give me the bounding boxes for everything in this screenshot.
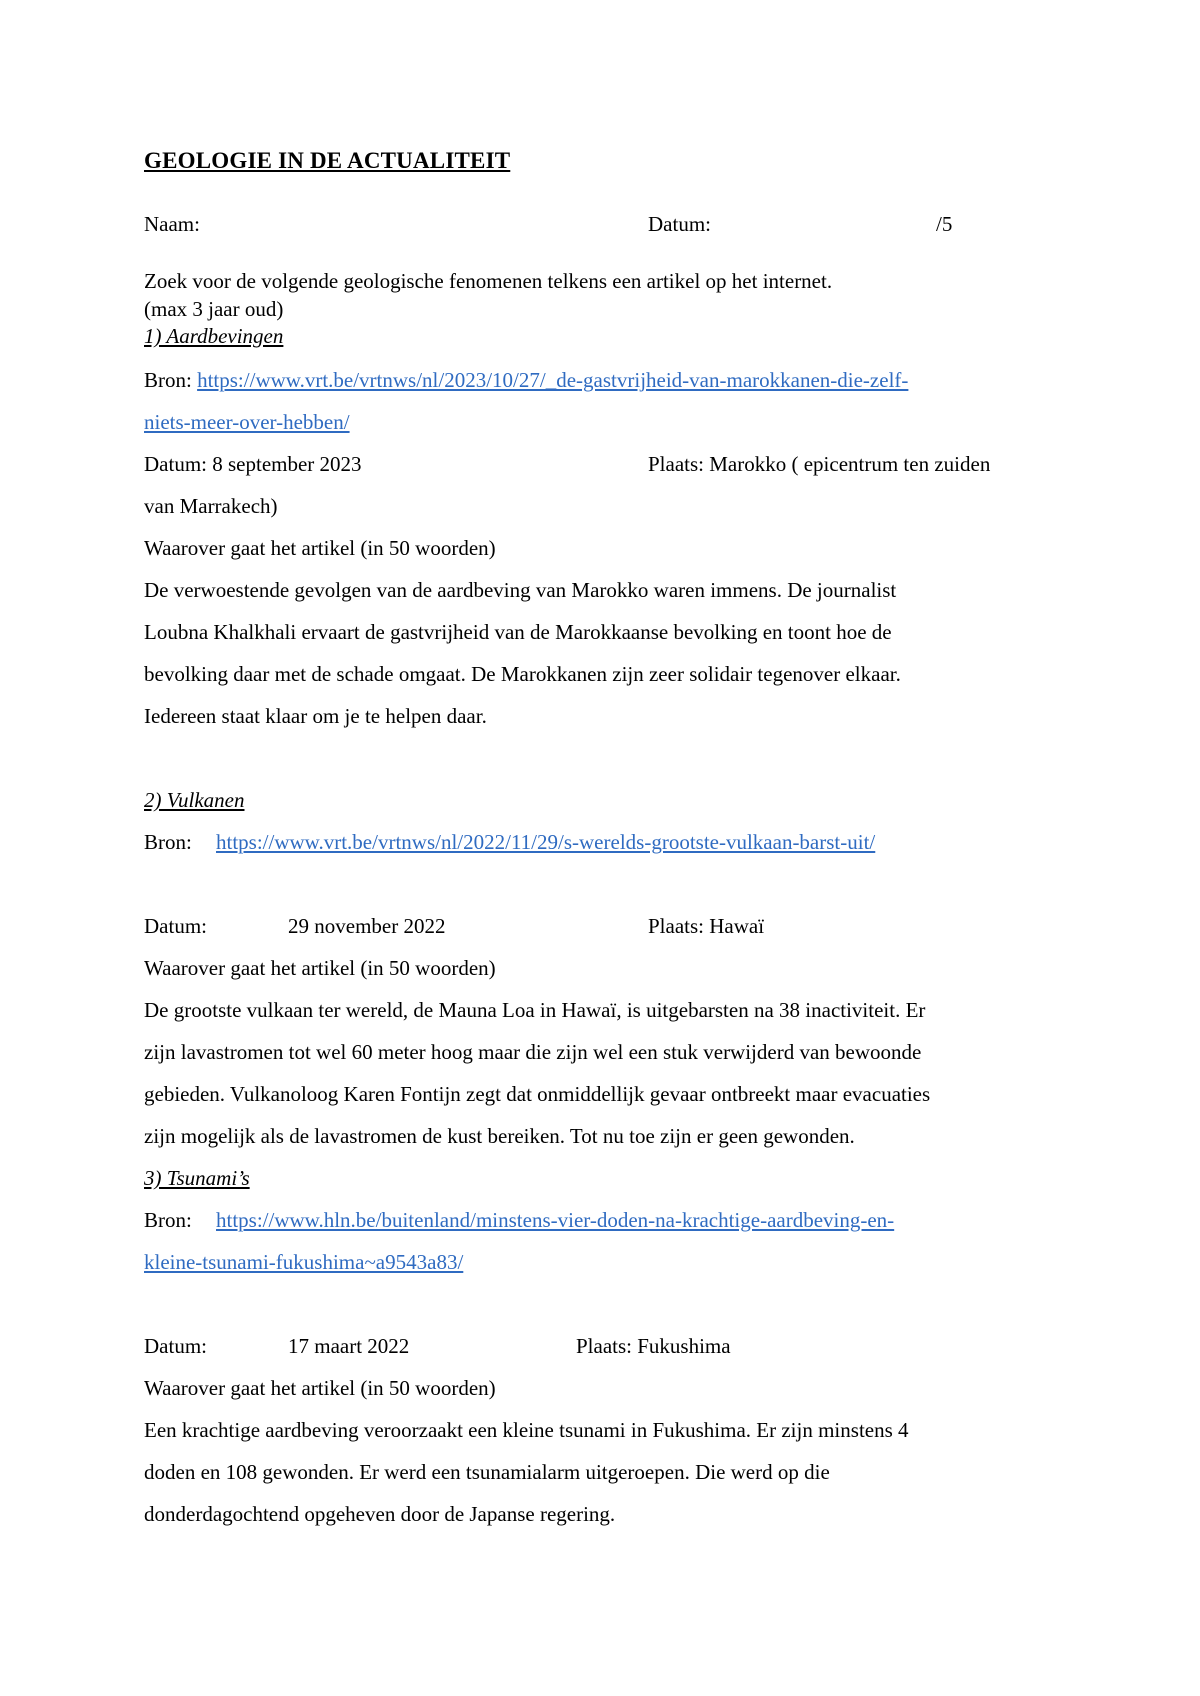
bron-label: Bron:	[144, 368, 192, 392]
source-link-continued[interactable]: kleine-tsunami-fukushima~a9543a83/	[144, 1250, 464, 1274]
section-heading-aardbevingen: 1) Aardbevingen	[144, 324, 284, 348]
score-label: /5	[936, 212, 953, 236]
plaats-line: Plaats: Fukushima	[576, 1334, 731, 1358]
source-link[interactable]: https://www.vrt.be/vrtnws/nl/2022/11/29/s-werelds-grootste-vulkaan-barst-uit/	[216, 830, 876, 854]
summary-label: Waarover gaat het artikel (in 50 woorden)	[144, 1376, 496, 1400]
bron-row	[144, 367, 908, 393]
datum-value: 17 maart 2022	[288, 1334, 410, 1358]
plaats-line: Plaats: Marokko ( epicentrum ten zuiden	[648, 452, 991, 476]
bron-label: Bron:	[144, 1208, 192, 1232]
plaats-line: Plaats: Hawaï	[648, 914, 765, 938]
body-line: Iedereen staat klaar om je te helpen daar.	[144, 704, 487, 728]
link-row	[216, 1207, 894, 1233]
body-line: De grootste vulkaan ter wereld, de Mauna Loa in Hawaï, is uitgebarsten na 38 inactiviteit. Er	[144, 998, 926, 1022]
summary-label: Waarover gaat het artikel (in 50 woorden)	[144, 536, 496, 560]
link-continuation	[144, 409, 350, 435]
body-line: bevolking daar met de schade omgaat. De Marokkanen zijn zeer solidair tegenover elkaar.	[144, 662, 901, 686]
datum-value: 29 november 2022	[288, 914, 446, 938]
section-heading-tsunamis: 3) Tsunami’s	[144, 1166, 250, 1190]
source-link-continued[interactable]: niets-meer-over-hebben/	[144, 410, 350, 434]
body-line: Loubna Khalkhali ervaart de gastvrijheid van de Marokkaanse bevolking en toont hoe de	[144, 620, 892, 644]
document-title: GEOLOGIE IN DE ACTUALITEIT	[144, 148, 511, 173]
body-line: donderdagochtend opgeheven door de Japanse regering.	[144, 1502, 616, 1526]
section-heading-vulkanen: 2) Vulkanen	[144, 788, 245, 812]
body-line: gebieden. Vulkanoloog Karen Fontijn zegt dat onmiddellijk gevaar ontbreekt maar evacuaties	[144, 1082, 931, 1106]
source-link[interactable]: https://www.hln.be/buitenland/minstens-vier-doden-na-krachtige-aardbeving-en-	[216, 1208, 895, 1232]
datum-label: Datum:	[144, 914, 207, 938]
intro-line-1: Zoek voor de volgende geologische fenomenen telkens een artikel op het internet.	[144, 269, 833, 293]
intro-line-2: (max 3 jaar oud)	[144, 297, 284, 321]
link-continuation	[144, 1249, 463, 1275]
summary-label: Waarover gaat het artikel (in 50 woorden)	[144, 956, 496, 980]
body-line: doden en 108 gewonden. Er werd een tsunamialarm uitgeroepen. Die werd op die	[144, 1460, 830, 1484]
body-line: De verwoestende gevolgen van de aardbeving van Marokko waren immens. De journalist	[144, 578, 897, 602]
naam-label: Naam:	[144, 212, 200, 236]
body-line: zijn lavastromen tot wel 60 meter hoog maar die zijn wel een stuk verwijderd van bewoonde	[144, 1040, 922, 1064]
link-row	[216, 829, 875, 855]
body-line: Een krachtige aardbeving veroorzaakt een kleine tsunami in Fukushima. Er zijn minstens 4	[144, 1418, 909, 1442]
source-link[interactable]: https://www.vrt.be/vrtnws/nl/2023/10/27/_de-gastvrijheid-van-marokkanen-die-zelf-	[197, 368, 909, 392]
datum-label: Datum:	[144, 1334, 207, 1358]
plaats-line-continued: van Marrakech)	[144, 494, 278, 518]
bron-label: Bron:	[144, 830, 192, 854]
datum-label: Datum:	[648, 212, 711, 236]
body-line: zijn mogelijk als de lavastromen de kust bereiken. Tot nu toe zijn er geen gewonden.	[144, 1124, 855, 1148]
datum-line: Datum: 8 september 2023	[144, 452, 362, 476]
